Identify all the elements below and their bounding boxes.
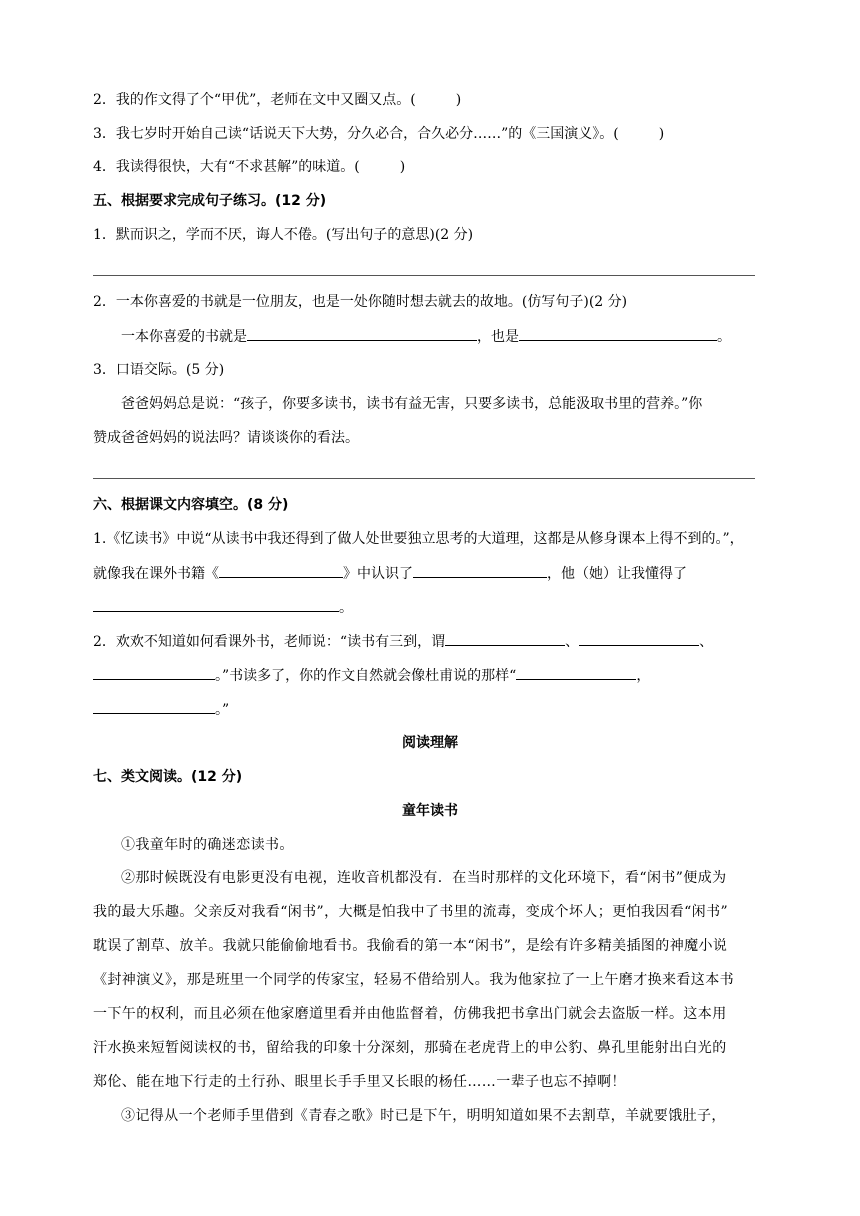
fill-blank[interactable] — [219, 563, 343, 578]
article-paragraph-2-line: 汗水换来短暂阅读权的书，留给我的印象十分深刻，那骑在老虎背上的申公豹、鼻孔里能射出白光的 — [93, 1040, 727, 1056]
article-paragraph-2-line: 我的最大乐趣。父亲反对我看“闲书”，大概是怕我中了书里的流毒，变成个坏人；更怕我因看“闲书” — [93, 904, 729, 920]
s5-question-3-text-2: 赞成爸爸妈妈的说法吗？请谈谈你的看法。 — [93, 430, 359, 446]
article-paragraph-2-line: 一下午的权利，而且必须在他家磨道里看并由他监督着，仿佛我把书拿出门就会去盗版一样。这本用 — [93, 1006, 727, 1022]
s5-question-2: 2．一本你喜爱的书就是一位朋友，也是一处你随时想去就去的故地。(仿写句子)(2 分) — [93, 294, 628, 310]
fill-text: 就像我在课外书籍《 — [93, 566, 219, 582]
section-7-title: 七、类文阅读。(12 分) — [93, 769, 243, 785]
fill-text: 。 — [717, 329, 731, 345]
question-text: 2．我的作文得了个“甲优”，老师在文中又圈又点。( — [93, 92, 416, 108]
s6-question-1-line-3 — [93, 597, 353, 618]
close-paren: ) — [455, 92, 462, 108]
fill-blank[interactable] — [413, 563, 547, 578]
fill-text: 。 — [339, 600, 353, 616]
fill-blank[interactable] — [93, 597, 339, 612]
article-paragraph-1: ①我童年时的确迷恋读书。 — [121, 837, 294, 853]
fill-blank[interactable] — [516, 665, 636, 680]
close-paren: ) — [658, 126, 665, 142]
reading-heading: 阅读理解 — [402, 735, 458, 751]
section-5-title: 五、根据要求完成句子练习。(12 分) — [93, 193, 327, 209]
s6-question-1-line-1: 1.《忆读书》中说“从读书中我还得到了做人处世要独立思考的大道理，这都是从修身课本上得不到的。”， — [93, 531, 744, 547]
judge-question-4 — [93, 157, 405, 177]
close-paren: ) — [399, 159, 406, 175]
fill-text: 2．欢欢不知道如何看课外书，老师说：“读书有三到，谓 — [93, 634, 446, 650]
fill-text: 、 — [565, 634, 580, 650]
fill-blank[interactable] — [445, 631, 565, 646]
s5-question-2-fill — [121, 326, 731, 347]
section-6-title: 六、根据课文内容填空。(8 分) — [93, 497, 289, 513]
fill-blank[interactable] — [519, 326, 717, 341]
fill-blank[interactable] — [93, 665, 215, 680]
s5-question-3-text-1: 爸爸妈妈总是说：“孩子，你要多读书，读书有益无害，只要多读书，总能汲取书里的营养。”你 — [121, 396, 703, 412]
s5-question-3: 3．口语交际。(5 分) — [93, 362, 225, 378]
judge-question-2 — [93, 90, 461, 110]
answer-line[interactable] — [93, 275, 755, 276]
s6-question-2-line-2 — [93, 665, 650, 686]
fill-text: 、 — [699, 634, 714, 650]
article-paragraph-2-line: 耽误了割草、放羊。我就只能偷偷地看书。我偷看的第一本“闲书”，是绘有许多精美插图的神魔小说 — [93, 938, 728, 954]
article-title: 童年读书 — [402, 803, 458, 819]
fill-blank[interactable] — [247, 326, 477, 341]
fill-text: 。”书读多了，你的作文自然就会像杜甫说的那样“ — [215, 668, 517, 684]
judge-question-3 — [93, 124, 664, 144]
fill-text: 。” — [215, 702, 230, 718]
question-text: 4．我读得很快，大有“不求甚解”的味道。( — [93, 159, 360, 175]
article-paragraph-2-line: ②那时候既没有电影更没有电视，连收音机都没有．在当时那样的文化环境下，看“闲书”便成为 — [121, 870, 727, 886]
s6-question-2-line-1 — [93, 631, 713, 652]
fill-text: ， — [636, 668, 651, 684]
article-paragraph-3-line: ③记得从一个老师手里借到《青春之歌》时已是下午，明明知道如果不去割草，羊就要饿肚子， — [121, 1108, 726, 1124]
s5-question-1: 1．默而识之，学而不厌，诲人不倦。(写出句子的意思)(2 分) — [93, 227, 474, 243]
fill-blank[interactable] — [579, 631, 699, 646]
fill-text: 一本你喜爱的书就是 — [121, 329, 247, 345]
s6-question-2-line-3 — [93, 699, 229, 720]
fill-text: 》中认识了 — [343, 566, 413, 582]
article-paragraph-2-line: 郑伦、能在地下行走的土行孙、眼里长手手里又长眼的杨任……一辈子也忘不掉啊！ — [93, 1074, 626, 1090]
s6-question-1-line-2 — [93, 563, 687, 584]
fill-blank[interactable] — [93, 699, 215, 714]
question-text: 3．我七岁时开始自己读“话说天下大势，分久必合，合久必分……”的《三国演义》。( — [93, 126, 619, 142]
answer-line[interactable] — [93, 478, 755, 479]
article-paragraph-2-line: 《封神演义》，那是班里一个同学的传家宝，轻易不借给别人。我为他家拉了一上午磨才换来看这本书 — [93, 972, 734, 988]
fill-text: ，他（她）让我懂得了 — [547, 566, 687, 582]
fill-text: ，也是 — [477, 329, 519, 345]
